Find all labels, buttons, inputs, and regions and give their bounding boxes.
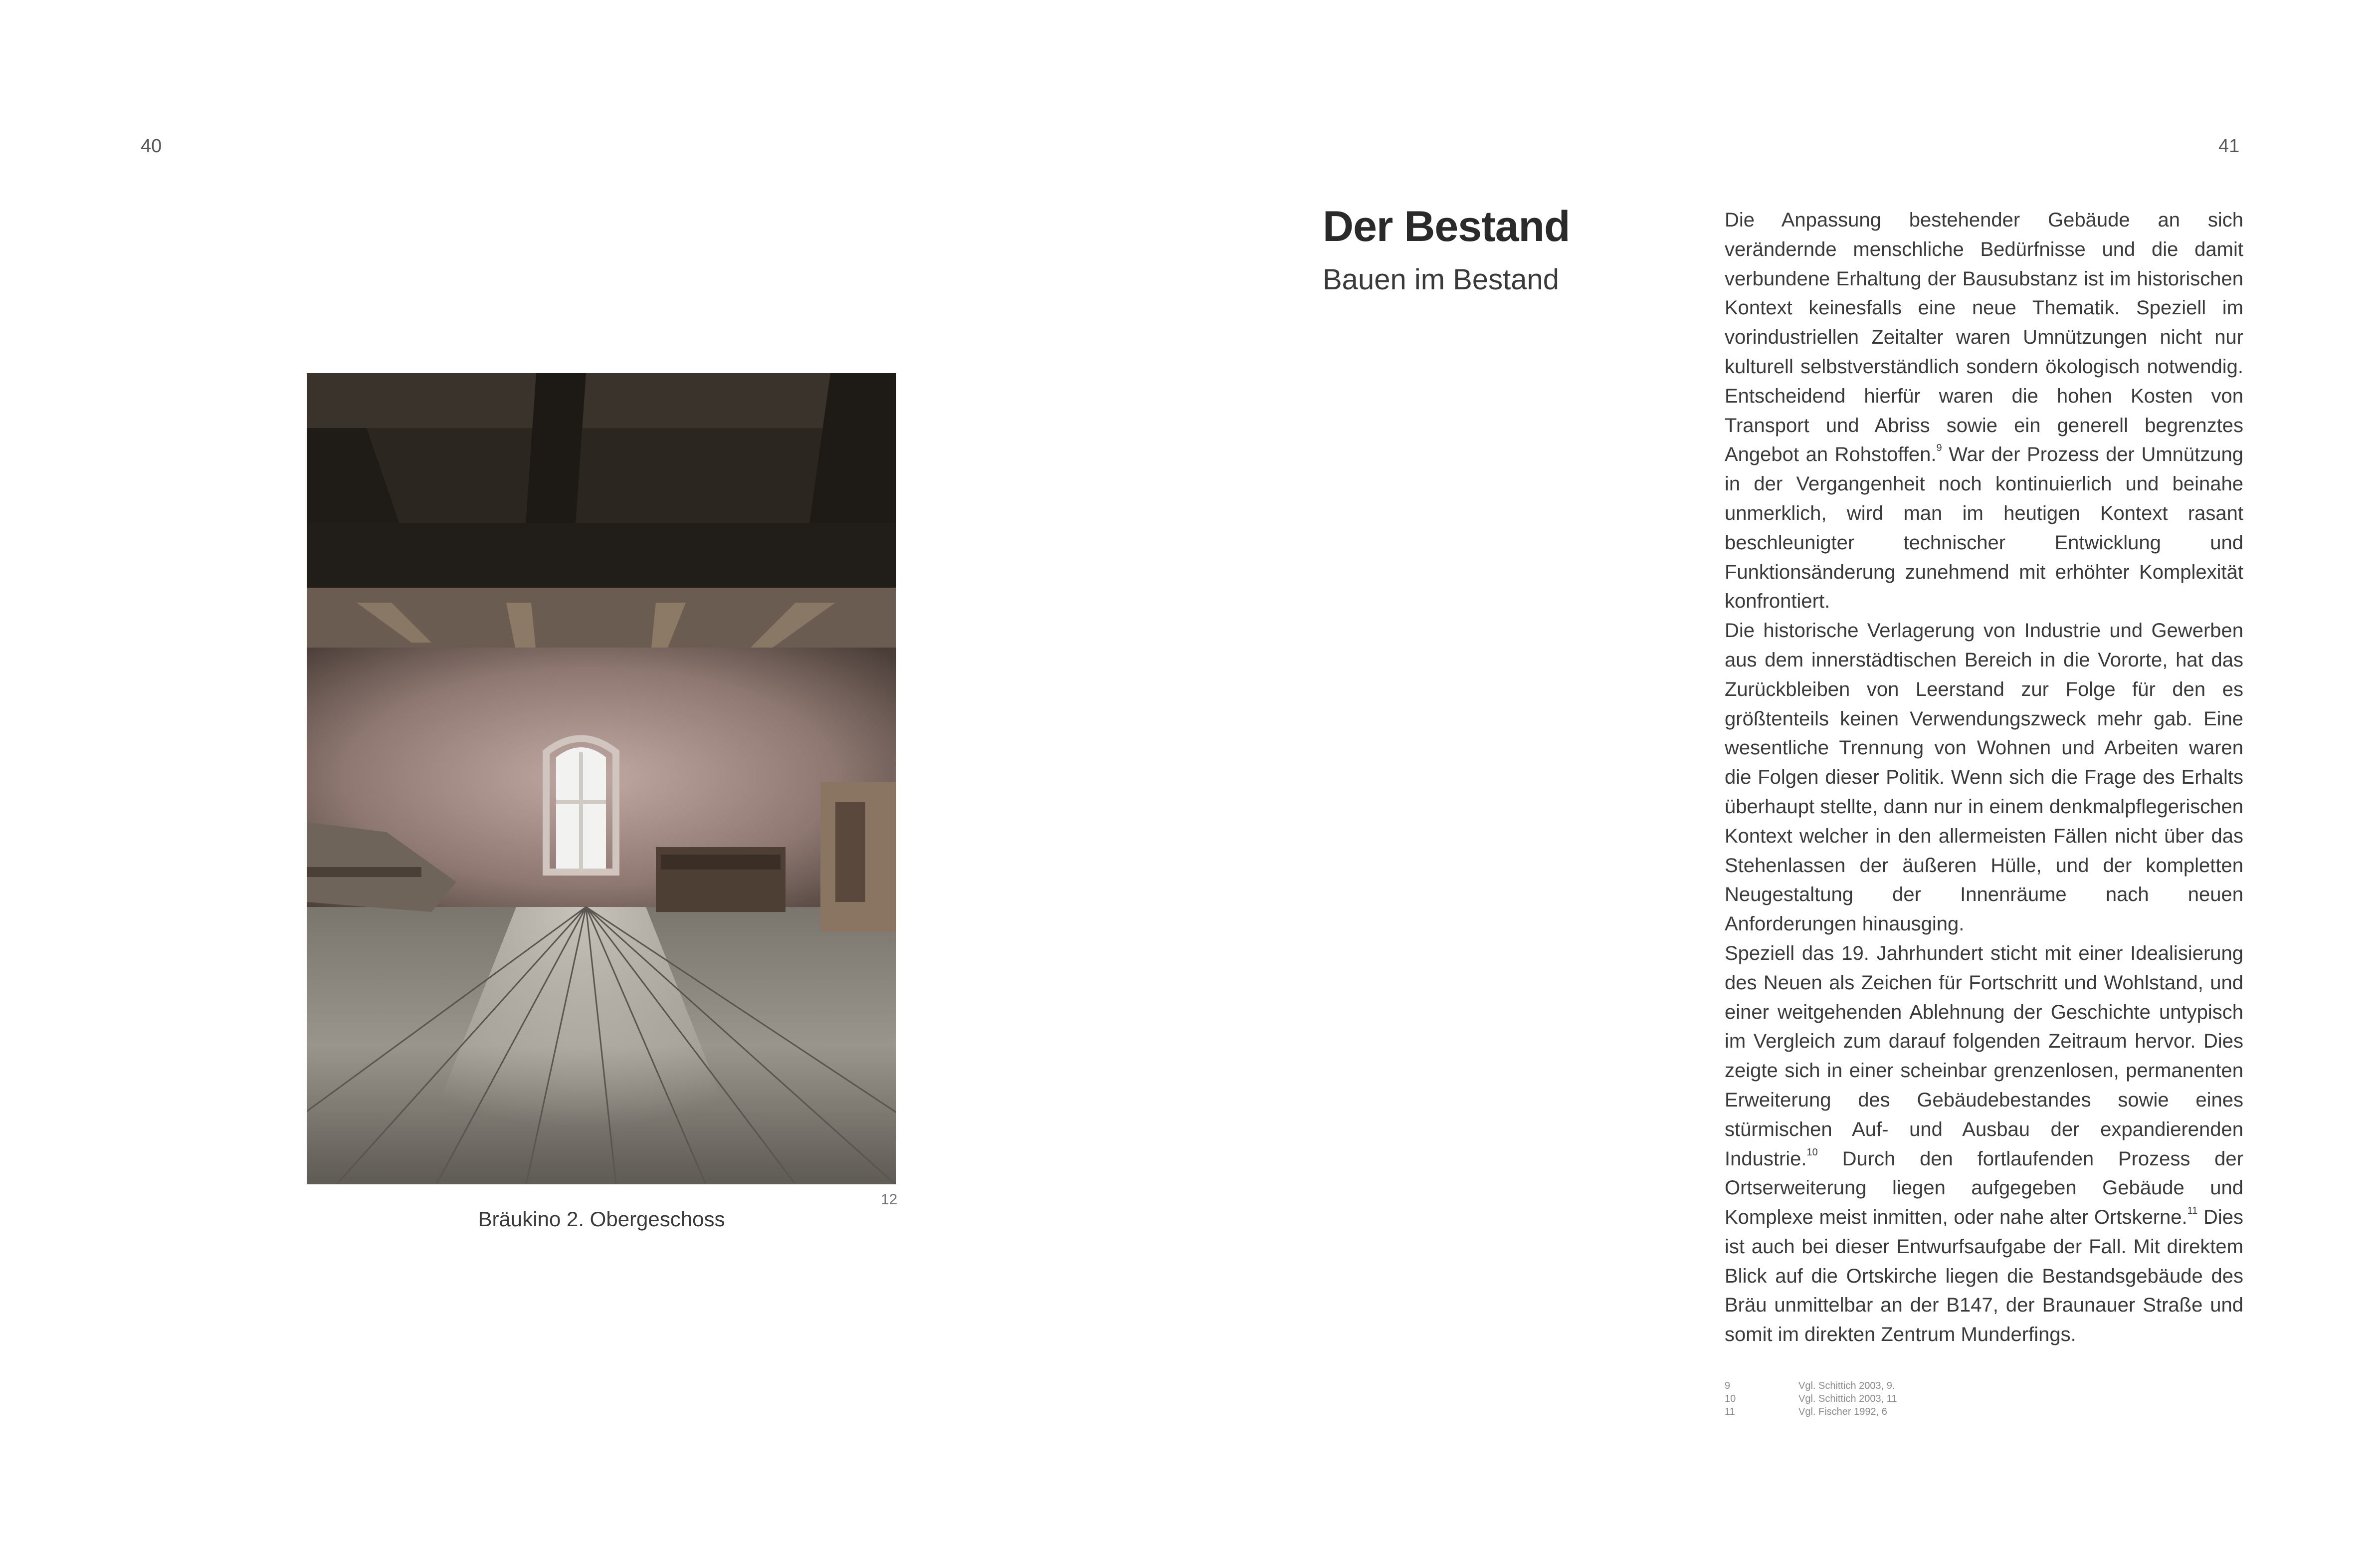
section-heading: Der Bestand — [1323, 203, 1570, 250]
footnote-ref-11: 11 — [2187, 1205, 2198, 1217]
footnote — [1725, 1379, 1897, 1392]
attic-photo — [307, 373, 896, 1184]
paragraph-2: Die historische Verlagerung von Industrie und Gewerben aus dem innerstädtischen Bereich in die Vororte, hat das Zurückbleiben von Leerstand zur Folge für den es größtenteils keinen Verwendungszweck mehr gab. Eine wesentliche Trennung von Wohnen und Arbeiten waren die Folgen dieser Politik. Wenn sich die Frage des Erhalts überhaupt stellte, dann nur in einem denkmalpflegerischen Kontext welcher in den allermeisten Fällen nicht über das Stehenlassen der äußeren Hülle, und der kompletten Neugestaltung der Innenräume nach neuen Anforderungen hinausging. — [1725, 620, 2243, 935]
paragraph-1-text-a: Die Anpassung bestehender Gebäude an sich verändernde menschliche Bedürfnisse und die damit verbundene Erhaltung der Bausubstanz ist im historischen Kontext keinesfalls eine neue Thematik. Speziell im vorindustriellen Zeitalter waren Umnützungen nicht nur kulturell selbstverständlich sondern ökologisch notwendig. Entscheidend hierfür waren die hohen Kosten von Transport und Abriss sowie ein generell begrenztes Angebot an Rohstoffen. — [1725, 209, 2243, 466]
footnote — [1725, 1405, 1897, 1418]
body-text — [1725, 206, 2243, 1349]
paragraph-1-text-b: War der Prozess der Umnützung in der Vergangenheit noch kontinuierlich und beinahe unmerklich, wird man im heutigen Kontext rasant beschleunigter technischer Entwicklung und Funktionsänderung zunehmend mit erhöhter Komplexität konfrontiert. — [1725, 444, 2243, 613]
footnote-ref-10: 10 — [1806, 1146, 1818, 1158]
page-number-left: 40 — [141, 136, 162, 157]
footnote-number: 9 — [1725, 1380, 1731, 1391]
paragraph-1 — [1725, 206, 2243, 616]
figure-caption: Bräukino 2. Obergeschoss — [478, 1207, 725, 1231]
footnote — [1725, 1392, 1897, 1405]
page-number-right: 41 — [2218, 136, 2240, 157]
footnotes — [1725, 1379, 1897, 1418]
section-subheading: Bauen im Bestand — [1323, 263, 1559, 296]
paragraph-3-text-b: Durch den fortlaufenden Prozess der Ortserweiterung liegen aufgegeben Gebäude und Komplexe meist inmitten, oder nahe alter Ortskerne. — [1725, 1147, 2243, 1229]
footnote-text: Vgl. Schittich 2003, 11 — [1798, 1393, 1897, 1404]
paragraph-3-text-a: Speziell das 19. Jahrhundert sticht mit einer Idealisierung des Neuen als Zeichen für Fortschritt und Wohlstand, und einer weitgehenden Ablehnung der Geschichte untypisch im Vergleich zum darauf folgenden Zeitraum hervor. Dies zeigte sich in einer scheinbar grenzenlosen, permanenten Erweiterung des Gebäudebestandes sowie eines stürmischen Auf- und Ausbau der expandierenden Industrie. — [1725, 942, 2243, 1170]
footnote-text: Vgl. Fischer 1992, 6 — [1798, 1406, 1887, 1417]
paragraph-3 — [1725, 939, 2243, 1349]
footnote-text: Vgl. Schittich 2003, 9. — [1798, 1380, 1895, 1391]
figure-number: 12 — [881, 1191, 898, 1208]
footnote-number: 10 — [1725, 1393, 1736, 1404]
footnote-number: 11 — [1725, 1406, 1735, 1417]
paragraph-3-text-c: Dies ist auch bei dieser Entwurfsaufgabe der Fall. Mit direktem Blick auf die Ortskirche liegen die Bestandsgebäude des Bräu unmittelbar an der B147, der Braunauer Straße und somit im direkten Zentrum Munderfings. — [1725, 1206, 2243, 1346]
footnote-ref-9: 9 — [1936, 443, 1942, 454]
